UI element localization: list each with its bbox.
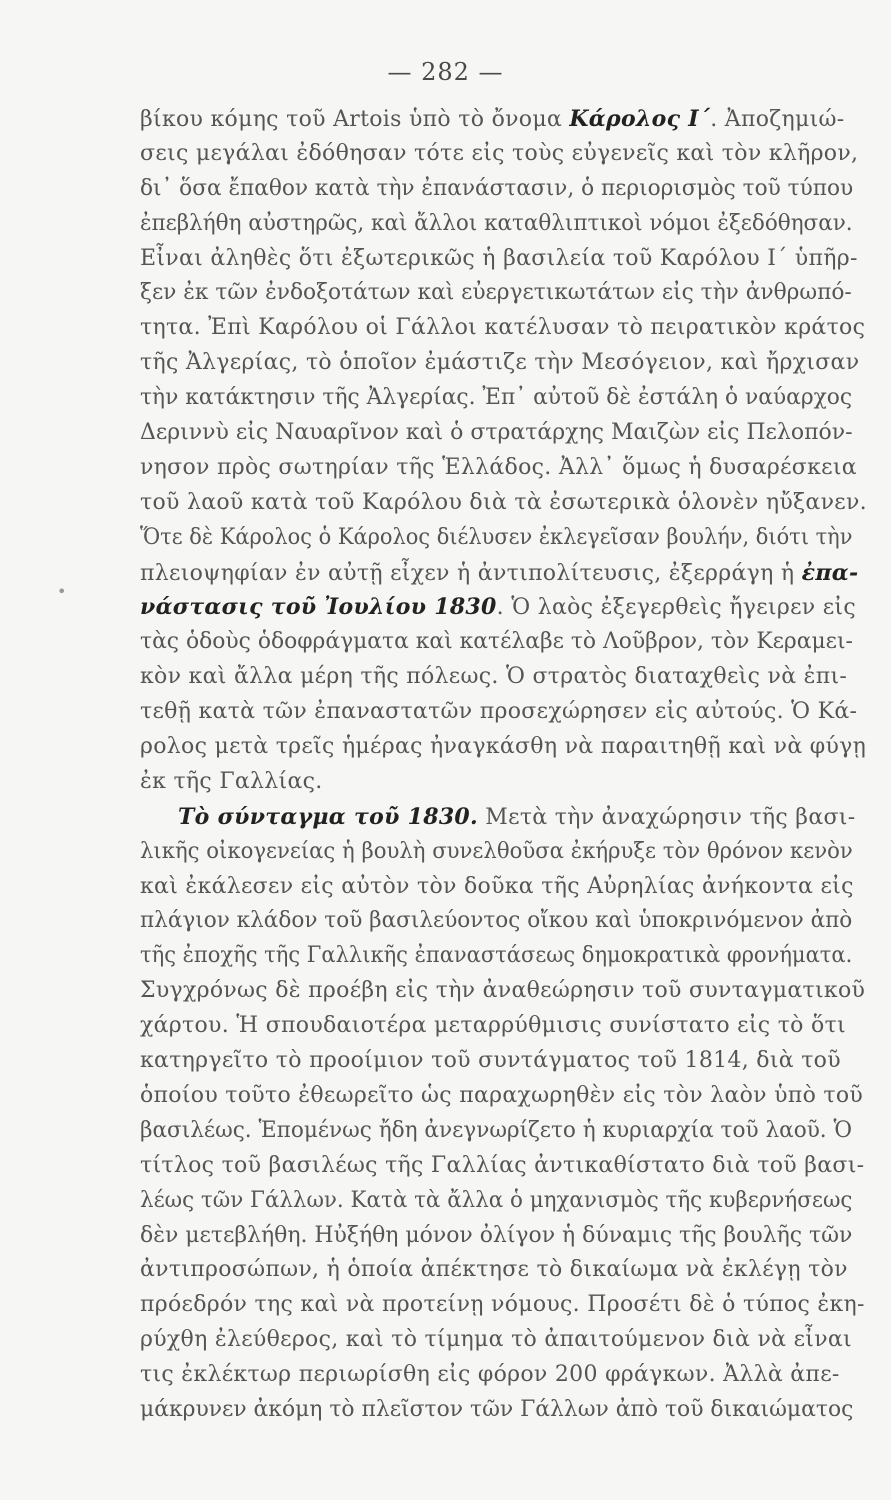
text-line xyxy=(140,974,870,1009)
text-run: νησον πρὸς σωτηρίαν τῆς Ἑλλάδος. Ἀλλ᾽ ὅμως ἡ δυσαρέσκεια xyxy=(140,454,857,480)
text-run: κὸν καὶ ἄλλα μέρη τῆς πόλεως. Ὁ στρατὸς διαταχθεὶς νὰ ἐπι- xyxy=(140,664,848,690)
text-line xyxy=(140,904,855,939)
emphasized-text: Κάρολος Ι΄ xyxy=(569,106,711,132)
text-run: λικῆς οἰκογενείας ἡ βουλὴ συνελθοῦσα ἐκήρυξε τὸν θρόνον κενὸν xyxy=(140,838,853,864)
text-line xyxy=(140,451,870,486)
text-line xyxy=(140,1393,865,1428)
text-line xyxy=(140,172,858,207)
text-run: τοῦ λαοῦ κατὰ τοῦ Καρόλου διὰ τὰ ἐσωτερικὰ ὁλονὲν ηὔξανεν. xyxy=(140,489,867,515)
text-run: ἐκ τῆς Γαλλίας. xyxy=(140,768,323,794)
text-line xyxy=(140,1219,868,1254)
text-run: τις ἐκλέκτωρ περιωρίσθη εἰς φόρον 200 φράγκων. Ἀλλὰ ἀπε- xyxy=(140,1362,840,1388)
emphasized-text: ἐπα- xyxy=(801,559,859,586)
text-run: Μετὰ τὴν ἀναχώρησιν τῆς βασι- xyxy=(478,804,856,830)
text-run: μάκρυνεν ἀκόμη τὸ πλεῖστον τῶν Γάλλων ἀπὸ τοῦ δικαιώματος xyxy=(140,1396,854,1422)
text-run: Συγχρόνως δὲ προέβη εἰς τὴν ἀναθεώρησιν τοῦ συνταγματικοῦ xyxy=(140,978,866,1004)
text-line xyxy=(140,381,862,416)
text-line xyxy=(140,346,870,381)
text-line xyxy=(140,102,870,137)
text-line xyxy=(140,625,864,660)
text-run: ρολος μετὰ τρεῖς ἡμέρας ἠναγκάσθη νὰ παραιτηθῇ καὶ νὰ φύγῃ xyxy=(140,734,867,760)
text-line xyxy=(140,1288,870,1323)
text-run: δὲν μετεβλήθη. Ηὐξήθη μόνον ὀλίγον ἡ δύναμις τῆς βουλῆς τῶν xyxy=(140,1222,853,1248)
text-run: βίκου κόμης τοῦ Artois ὑπὸ τὸ ὄνομα xyxy=(140,107,570,132)
text-run: ἀντιπροσώπων, ἡ ὁποία ἀπέκτησε τὸ δικαίωμα νὰ ἐκλέγῃ τὸν xyxy=(140,1257,848,1283)
text-run: λέως τῶν Γάλλων. Κατὰ τὰ ἄλλα ὁ μηχανισμὸς τῆς κυβερνήσεως xyxy=(140,1187,853,1213)
text-run: σεις μεγάλαι ἐδόθησαν τότε εἰς τοὺς εὐγενεῖς καὶ τὸν κλῆρον, xyxy=(140,140,859,166)
text-run: ὁποίου τοῦτο ἐθεωρεῖτο ὡς παραχωρηθὲν εἰς τὸν λαὸν ὑπὸ τοῦ xyxy=(140,1082,864,1108)
text-run: τεθῇ κατὰ τῶν ἐπαναστατῶν προσεχώρησεν εἰς αὐτούς. Ὁ Κά- xyxy=(140,699,858,725)
text-run: χάρτου. Ἡ σπουδαιοτέρα μεταρρύθμισις συνίστατο εἰς τὸ ὅτι xyxy=(140,1013,846,1039)
text-run: ξεν ἐκ τῶν ἐνδοξοτάτων καὶ εὐεργετικωτάτων εἰς τὴν ἀνθρωπό- xyxy=(140,280,852,306)
text-run: τὴν κατάκτησιν τῆς Ἀλγερίας. Ἐπ᾽ αὐτοῦ δὲ ἐστάλη ὁ ναύαρχος xyxy=(140,385,853,411)
text-run: καὶ ἐκάλεσεν εἰς αὐτὸν τὸν δοῦκα τῆς Αὐρηλίας ἀνήκοντα εἰς xyxy=(140,873,854,899)
text-run: κατηργεῖτο τὸ προοίμιον τοῦ συντάγματος τοῦ 1814, διὰ τοῦ xyxy=(140,1048,841,1074)
text-run: τὰς ὁδοὺς ὁδοφράγματα καὶ κατέλαβε τὸ Λοῦβρον, τὸν Κεραμει- xyxy=(140,629,853,655)
text-line xyxy=(140,1079,870,1114)
text-run: ρύχθη ἐλεύθερος, καὶ τὸ τίμημα τὸ ἀπαιτούμενον διὰ νὰ εἶναι xyxy=(140,1327,852,1353)
text-line xyxy=(140,730,870,765)
text-run: τίτλος τοῦ βασιλέως τῆς Γαλλίας ἀντικαθίστατο διὰ τοῦ βασι- xyxy=(140,1152,865,1178)
text-line xyxy=(140,276,860,311)
text-run: Δεριννὺ εἰς Ναυαρῖνον καὶ ὁ στρατάρχης Μαιζὼν εἰς Πελοπόν- xyxy=(140,420,853,446)
text-run: Εἶναι ἀληθὲς ὅτι ἐξωτερικῶς ἡ βασιλεία τοῦ Καρόλου Ι΄ ὑπῆρ- xyxy=(140,245,858,271)
text-line xyxy=(140,939,853,974)
text-run: πλειοψηφίαν ἐν αὐτῇ εἶχεν ἡ ἀντιπολίτευσις, ἐξερράγη ἡ xyxy=(140,560,802,586)
text-line xyxy=(140,1358,870,1393)
text-line xyxy=(140,695,870,730)
text-line xyxy=(140,137,870,172)
text-run: Ὅτε δὲ Κάρολος ὁ Κάρολος διέλυσεν ἐκλεγεῖσαν βουλήν, διότι τὴν xyxy=(140,524,853,550)
text-line xyxy=(140,590,870,625)
text-run: τῆς ἐποχῆς τῆς Γαλλικῆς ἐπαναστάσεως δημοκρατικὰ φρονήματα. xyxy=(140,943,853,969)
emphasized-text: νάστασις τοῦ Ἰουλίου 1830 xyxy=(140,594,497,621)
text-run: πλάγιον κλάδον τοῦ βασιλεύοντος οἴκου καὶ ὑποκρινόμενον ἀπὸ xyxy=(140,908,853,934)
text-line xyxy=(140,207,852,242)
margin-dot: • xyxy=(57,582,67,601)
text-run: πρόεδρόν της καὶ νὰ προτείνῃ νόμους. Προσέτι δὲ ὁ τύπος ἐκη- xyxy=(140,1292,865,1318)
text-line xyxy=(140,1044,870,1079)
text-line xyxy=(140,521,853,556)
text-line xyxy=(140,1114,856,1149)
text-line xyxy=(140,660,870,695)
text-line xyxy=(140,416,869,451)
text-run: . Ὁ λαὸς ἐξεγερθεὶς ἤγειρεν εἰς xyxy=(496,595,856,621)
text-line xyxy=(140,1009,870,1044)
body-text xyxy=(140,102,870,1428)
text-run: τῆς Ἀλγερίας, τὸ ὁποῖον ἐμάστιζε τὴν Μεσόγειον, καὶ ἤρχισαν xyxy=(140,350,860,376)
text-line xyxy=(140,1184,853,1219)
text-line xyxy=(140,486,870,521)
page-number: — 282 — xyxy=(387,58,504,86)
text-line xyxy=(140,242,870,277)
text-run: . Ἀποζημιώ- xyxy=(710,107,845,132)
text-run: ἐπεβλήθη αὐστηρῶς, καὶ ἄλλοι καταθλιπτικοὶ νόμοι ἐξεδόθησαν. xyxy=(140,210,853,236)
text-line xyxy=(140,800,870,835)
emphasized-text: Τὸ σύνταγμα τοῦ 1830. xyxy=(178,803,478,830)
text-line xyxy=(140,1323,870,1358)
text-line xyxy=(140,311,870,346)
text-run: βασιλέως. Ἑπομένως ἤδη ἀνεγνωρίζετο ἡ κυριαρχία τοῦ λαοῦ. Ὁ xyxy=(140,1117,853,1143)
text-line xyxy=(140,1149,870,1184)
text-run: δι᾽ ὅσα ἔπαθον κατὰ τὴν ἐπανάστασιν, ὁ περιορισμὸς τοῦ τύπου xyxy=(140,175,854,201)
text-line xyxy=(140,765,870,800)
text-line xyxy=(140,1253,870,1288)
text-line xyxy=(140,835,853,870)
text-line xyxy=(140,556,870,591)
text-run: τητα. Ἐπὶ Καρόλου οἱ Γάλλοι κατέλυσαν τὸ πειρατικὸν κράτος xyxy=(140,315,866,341)
text-line xyxy=(140,870,870,905)
